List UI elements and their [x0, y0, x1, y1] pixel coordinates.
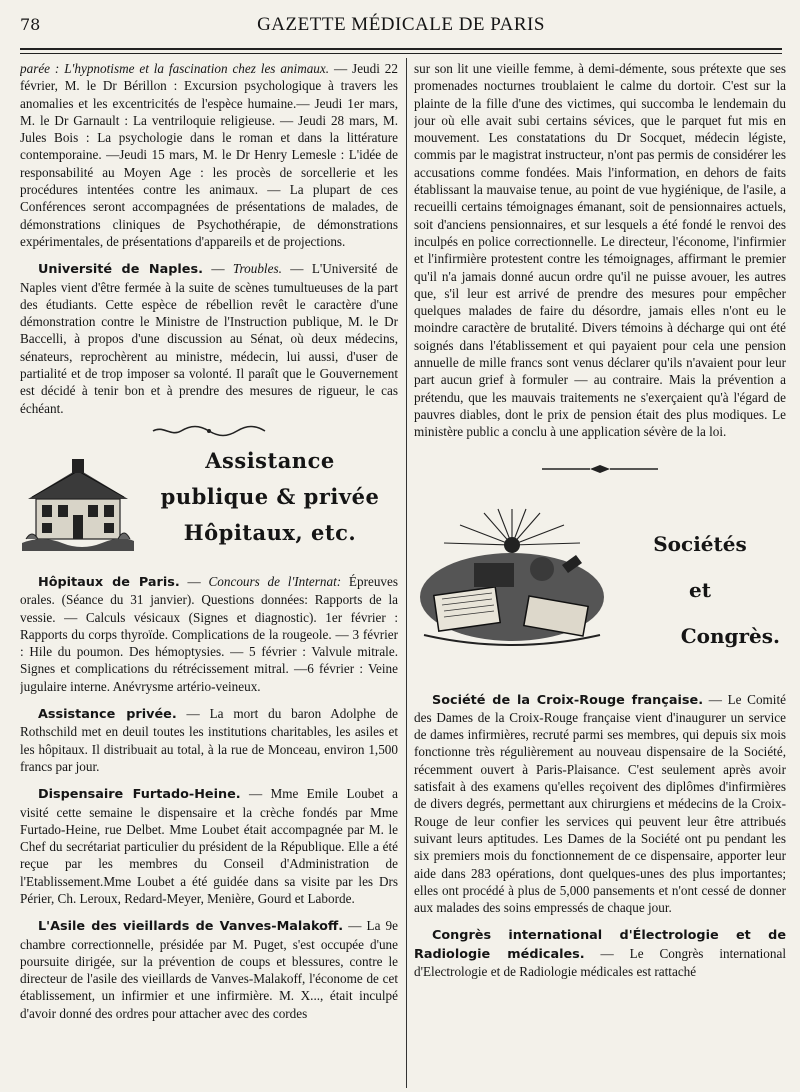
article-assistance-privee: [20, 705, 398, 775]
running-head: [20, 14, 782, 44]
hospital-building-engraving-icon: [22, 455, 134, 551]
banner-societes-title: [614, 521, 786, 659]
subheading-naples: Troubles.: [232, 261, 282, 277]
header-rule: [20, 48, 782, 54]
banner-assistance: [20, 443, 398, 563]
text-assistance-privee: — La mort du baron Adolphe de Rothschild met en deuil toutes les institutions charitables, les asiles et les hôpitaux. Il distribuait au total, à la rue de Monceau, environ 1,500 francs par jour.: [20, 706, 398, 774]
line-divider-icon: [540, 463, 660, 475]
heading-hopitaux: Hôpitaux de Paris.: [38, 574, 180, 590]
column-divider: [406, 58, 407, 1088]
conference-list: [20, 60, 398, 250]
heading-furtado: Dispensaire Furtado-Heine.: [38, 787, 241, 803]
journal-title: GAZETTE MÉDICALE DE PARIS: [257, 14, 545, 35]
heading-vanves: L'Asile des vieillards de Vanves-Malakoff.: [38, 919, 344, 935]
text-naples: — L'Université de Naples vient d'être fermée à la suite de scènes tumultueuses de la part des étudiants. Cette espèce de rébellion revêt le caractère d'une démonstration contre le Ministre de l'Instruction publique, M. le Dr Baccelli, à propos d'une discussion au Sénat, où deux médecins, sénateurs, reprochèrent au ministre, médecin, lui aussi, d'user de partialité et de trop imposer sa volonté. Il paraît que le Gouvernement est décidé à tenir bon et à prendre des mesures de rigueur, le cas échéant.: [20, 261, 398, 416]
books-and-sunburst-engraving-icon: [414, 505, 610, 655]
article-naples: Université de Naples. — Troubles. — L'Université de Naples vient d'être fermée à la suite de scènes tumultueuses de la part des étudiants. Cette espèce de rébellion revêt le caractère d'une démonstration contre le Ministre de l'Instruction publique, M. le Dr Baccelli, à propos d'une discussion au Sénat, où deux médecins, sénateurs, reprochèrent au ministre, médecin, lui aussi, d'user de partialité et de trop imposer sa volonté. Il paraît que le Gouvernement est décidé à tenir bon et à prendre des mesures de rigueur, le cas échéant.: [20, 261, 398, 416]
soc-line-2: et: [689, 577, 711, 602]
conference-italic: parée : L'hypnotisme et la fascination chez les animaux.: [20, 61, 330, 76]
text-congres: — Le Congrès international d'Electrologie et de Radiologie médicales est rattaché: [414, 945, 786, 979]
banner-societes: [414, 481, 786, 681]
text-furtado: — Mme Emile Loubet a visité cette semaine le dispensaire et la crèche fondés par Mme Furtado-Heine, rue Delbet. Mme Loubet était accompagnée par M. le Chef du secrétariat particulier du président de la République. Elle a été reçue par les membres du Conseil d'Administration de l'Etablissement.Mme Loubet a été guidée dans sa visite par les Drs Périer, Ch. Leroux, Redard-Meyer, Menière, Gourd et Laborde.: [20, 786, 398, 906]
soc-line-3: Congrès.: [680, 623, 780, 648]
soc-line-1: Sociétés: [653, 531, 747, 556]
banner-line-2: publique & privée: [160, 483, 380, 509]
text-croix-rouge: — Le Comité des Dames de la Croix-Rouge française vient d'inaugurer un service de dames infirmières, recruté parmi ses membres, qui depuis six mois fonctionne très régulièrement au nouveau dispensaire de la Société, récemment ouvert à Paris-Plaisance. C'est seulement après avoir satisfait à des examens qu'elles reçoivent des diplômes d'infirmières de divers degrés, permettant aux chirurgiens et médecins de la Croix-Rouge de leur confier les services qui peuvent leur être attribués suivant leurs aptitudes. Les Dames de la Société ont pu pendant les six premiers mois du fonctionnement de ce dispensaire, apporter leur aide dans 283 opérations, dont quelques-unes des plus importantes; elles ont procédé à plus de 5,000 pansements et n'ont cessé de donner aux malades des soins empressés de chaque jour.: [414, 691, 786, 916]
banner-line-1: Assistance: [205, 447, 335, 473]
article-furtado: [20, 785, 398, 907]
heading-assistance-privee: Assistance privée.: [38, 707, 177, 723]
text-hopitaux: Épreuves orales. (Séance du 31 janvier). Questions données: Rapports de la vessie. — Calculs vésicaux (Signes et diagnostic). 1er février : Rapports du corps thyroïde. Complications de la rougeole. — 3 février : Hile du poumon. Des hémoptysies. — 5 février : Valvule mitrale. Signes et complications du rétrécissement mitral. —6 février : Veine jugulaire interne. Anévrysme artério-veineux.: [20, 573, 398, 694]
heading-congres: Congrès international d'Électrologie et de Radiologie médicales.: [414, 928, 786, 962]
right-column: [414, 60, 786, 1090]
page-number: 78: [20, 15, 41, 34]
article-hopitaux: Hôpitaux de Paris. — Concours de l'Internat: Épreuves orales. (Séance du 31 janvier). Questions données: Rapports de la vessie. — Calculs vésicaux (Signes et diagnostic). 1er février : Rapports du corps thyroïde. Complications de la rougeole. — 3 février : Hile du poumon. Des hémoptysies. — 5 février : Valvule mitrale. Signes et complications du rétrécissement mitral. —6 février : Veine jugulaire interne. Anévrysme artério-veineux.: [20, 573, 398, 694]
heading-naples: Université de Naples.: [38, 262, 203, 278]
article-croix-rouge: [414, 691, 786, 917]
article-congres: [414, 926, 786, 980]
text-vanves: — La 9e chambre correctionnelle, présidée par M. Puget, s'est occupée d'une poursuite dirigée, sur la prévention de coups et blessures, contre le directeur de l'asile des vieillards de Vanves-Malakoff, l'économe de cet établissement, un infirmier et une infirmière. M. X..., était inculpé d'avoir donné des ordres pour attacher avec des cordes: [20, 918, 398, 1021]
banner-line-3: Hôpitaux, etc.: [183, 519, 357, 545]
subheading-hopitaux: Concours de l'Internat:: [208, 573, 342, 589]
vanves-continuation: sur son lit une vieille femme, à demi-démente, sous prétexte que ses promenades nocturnes troublaient le calme du dortoir. C'est sur la plainte de la fille d'une des victimes, qui succomba le lendemain du jour où elle avait subi certains sévices, que le parquet fut mis en mouvement. Les constatations du Dr Socquet, médecin légiste, commis par le magistrat instructeur, n'ont pas permis de considérer les accusations comme fondées. Mais l'information, en dehors de faits établissant la mauvaise tenue, au point de vue hygiénique, de l'asile, a recueilli certains témoignages émanant, soit de pensionnaires actuels, soit d'anciens pensionnaires, et sur lesquels a été fondé le renvoi des inculpés en police correctionnelle. Le directeur, l'économe, l'infirmier et l'infirmière protestent contre les témoignages, affirmant le premier qu'il n'a jamais donné aucun ordre qu'il ne puisse avouer, les autres que, s'il leur est arrivé de prendre des mesures pour empêcher quelques malades de faire du désordre, jamais elles n'ont eu le moindre caractère de brutalité. Divers témoins à décharge qui ont été soignés dans l'établissement et qui payaient pour cela une pension annuelle de mille francs sont venus déclarer qu'ils n'avaient pour leur part aucun grief à formuler — au contraire. Mais la prévention a prétendu, que les mauvais traitements ne s'exerçaient qu'à l'égard de pauvres diables, dont le prix de pension était des plus modiques. Le ministère public a conclu à une application sévère de la loi.: [414, 61, 786, 440]
flourish-divider-icon: [149, 425, 269, 437]
left-column: [20, 60, 398, 1090]
article-vanves: [20, 917, 398, 1022]
conference-text: — Jeudi 22 février, M. le Dr Bérillon : Excursion psychologique à travers les anomalies et les excentricités de l'espèce humaine.— Jeudi 1er mars, M. le Dr Garnault : La ventriloquie religieuse. — Jeudi 28 mars, M. Jules Bois : La psychologie dans le roman et dans la littérature contemporaine. —Jeudi 15 mars, M. le Dr Henry Lemesle : L'idée de responsabilité au Moyen Age : les procès de sorcellerie et les procédures intentées contre les animaux. — La plupart de ces Conférences seront accompagnées de présentations de malades, de démonstrations cliniques de Psychothérapie, de démonstrations expérimentales, de présentations d'appareils et de projections.: [20, 61, 398, 249]
banner-assistance-title: [142, 443, 398, 551]
heading-croix-rouge: Société de la Croix-Rouge française.: [432, 692, 704, 708]
